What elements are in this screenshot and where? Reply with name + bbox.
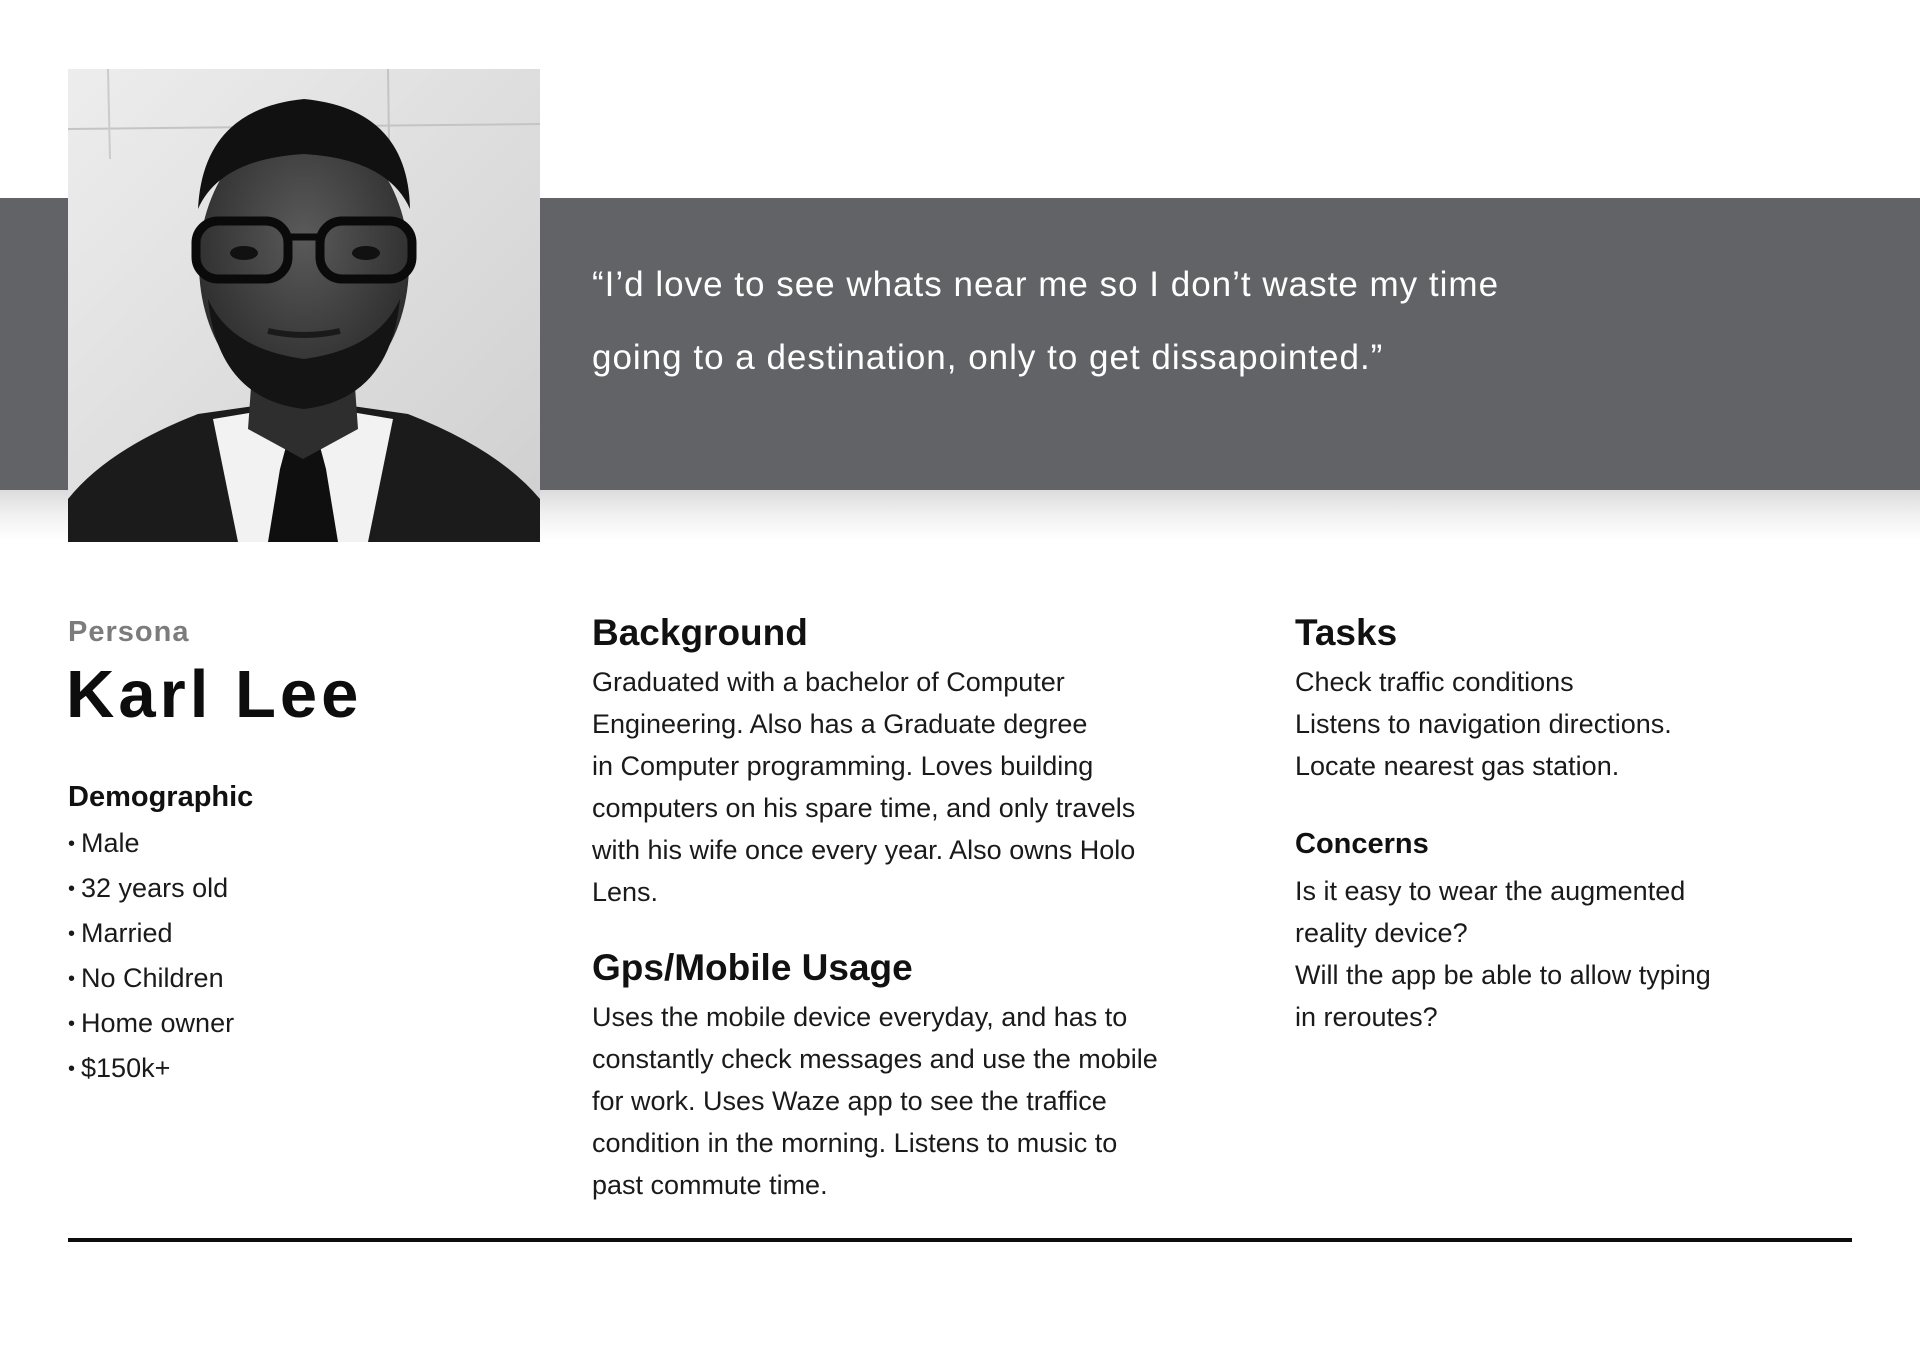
gps-usage-line: past commute time. bbox=[592, 1170, 828, 1200]
background-title: Background bbox=[592, 612, 808, 653]
quote-line: going to a destination, only to get dissapointed.” bbox=[592, 338, 1384, 377]
background-line: computers on his spare time, and only travels bbox=[592, 793, 1136, 823]
background-line: Lens. bbox=[592, 877, 659, 907]
demographic-item bbox=[68, 957, 234, 1002]
gps-usage-line: for work. Uses Waze app to see the traffice bbox=[592, 1086, 1107, 1116]
bullet-icon: • bbox=[68, 878, 76, 900]
bullet-icon: • bbox=[68, 1058, 76, 1080]
persona-name: Karl Lee bbox=[66, 657, 363, 732]
demographic-item-text: 32 years old bbox=[81, 873, 229, 903]
bottom-divider bbox=[68, 1238, 1852, 1242]
bullet-icon: • bbox=[68, 833, 76, 855]
concern-line: Will the app be able to allow typing bbox=[1295, 960, 1711, 990]
demographic-item bbox=[68, 1002, 234, 1047]
task-line: Check traffic conditions bbox=[1295, 667, 1574, 697]
demographic-list bbox=[68, 822, 234, 1092]
quote-line: “I’d love to see whats near me so I don’t waste my time bbox=[592, 265, 1500, 304]
persona-quote bbox=[592, 248, 1792, 394]
demographic-item bbox=[68, 912, 234, 957]
concerns-text bbox=[1295, 870, 1711, 1038]
background-text bbox=[592, 661, 1135, 913]
demographic-item bbox=[68, 867, 234, 912]
demographic-item bbox=[68, 1047, 234, 1092]
gps-usage-title: Gps/Mobile Usage bbox=[592, 947, 913, 988]
gps-usage-line: constantly check messages and use the mobile bbox=[592, 1044, 1158, 1074]
persona-label: Persona bbox=[68, 616, 190, 648]
tasks-title: Tasks bbox=[1295, 612, 1398, 653]
gps-usage-line: Uses the mobile device everyday, and has to bbox=[592, 1002, 1128, 1032]
concern-line: in reroutes? bbox=[1295, 1002, 1438, 1032]
demographic-item-text: Home owner bbox=[81, 1008, 235, 1038]
demographic-item-text: Male bbox=[81, 828, 140, 858]
bullet-icon: • bbox=[68, 923, 76, 945]
concern-line: reality device? bbox=[1295, 918, 1468, 948]
demographic-item-text: $150k+ bbox=[81, 1053, 171, 1083]
background-line: Engineering. Also has a Graduate degree bbox=[592, 709, 1088, 739]
background-line: Graduated with a bachelor of Computer bbox=[592, 667, 1065, 697]
demographic-item-text: No Children bbox=[81, 963, 224, 993]
demographic-title: Demographic bbox=[68, 781, 254, 813]
tasks-text bbox=[1295, 661, 1672, 787]
portrait-image bbox=[68, 69, 540, 542]
concern-line: Is it easy to wear the augmented bbox=[1295, 876, 1686, 906]
persona-photo bbox=[68, 69, 540, 542]
bullet-icon: • bbox=[68, 1013, 76, 1035]
background-line: in Computer programming. Loves building bbox=[592, 751, 1094, 781]
bullet-icon: • bbox=[68, 968, 76, 990]
gps-usage-line: condition in the morning. Listens to music to bbox=[592, 1128, 1118, 1158]
background-line: with his wife once every year. Also owns Holo bbox=[592, 835, 1136, 865]
concerns-title: Concerns bbox=[1295, 828, 1429, 860]
gps-usage-text bbox=[592, 996, 1158, 1206]
demographic-item bbox=[68, 822, 234, 867]
task-line: Listens to navigation directions. bbox=[1295, 709, 1672, 739]
task-line: Locate nearest gas station. bbox=[1295, 751, 1620, 781]
demographic-item-text: Married bbox=[81, 918, 173, 948]
